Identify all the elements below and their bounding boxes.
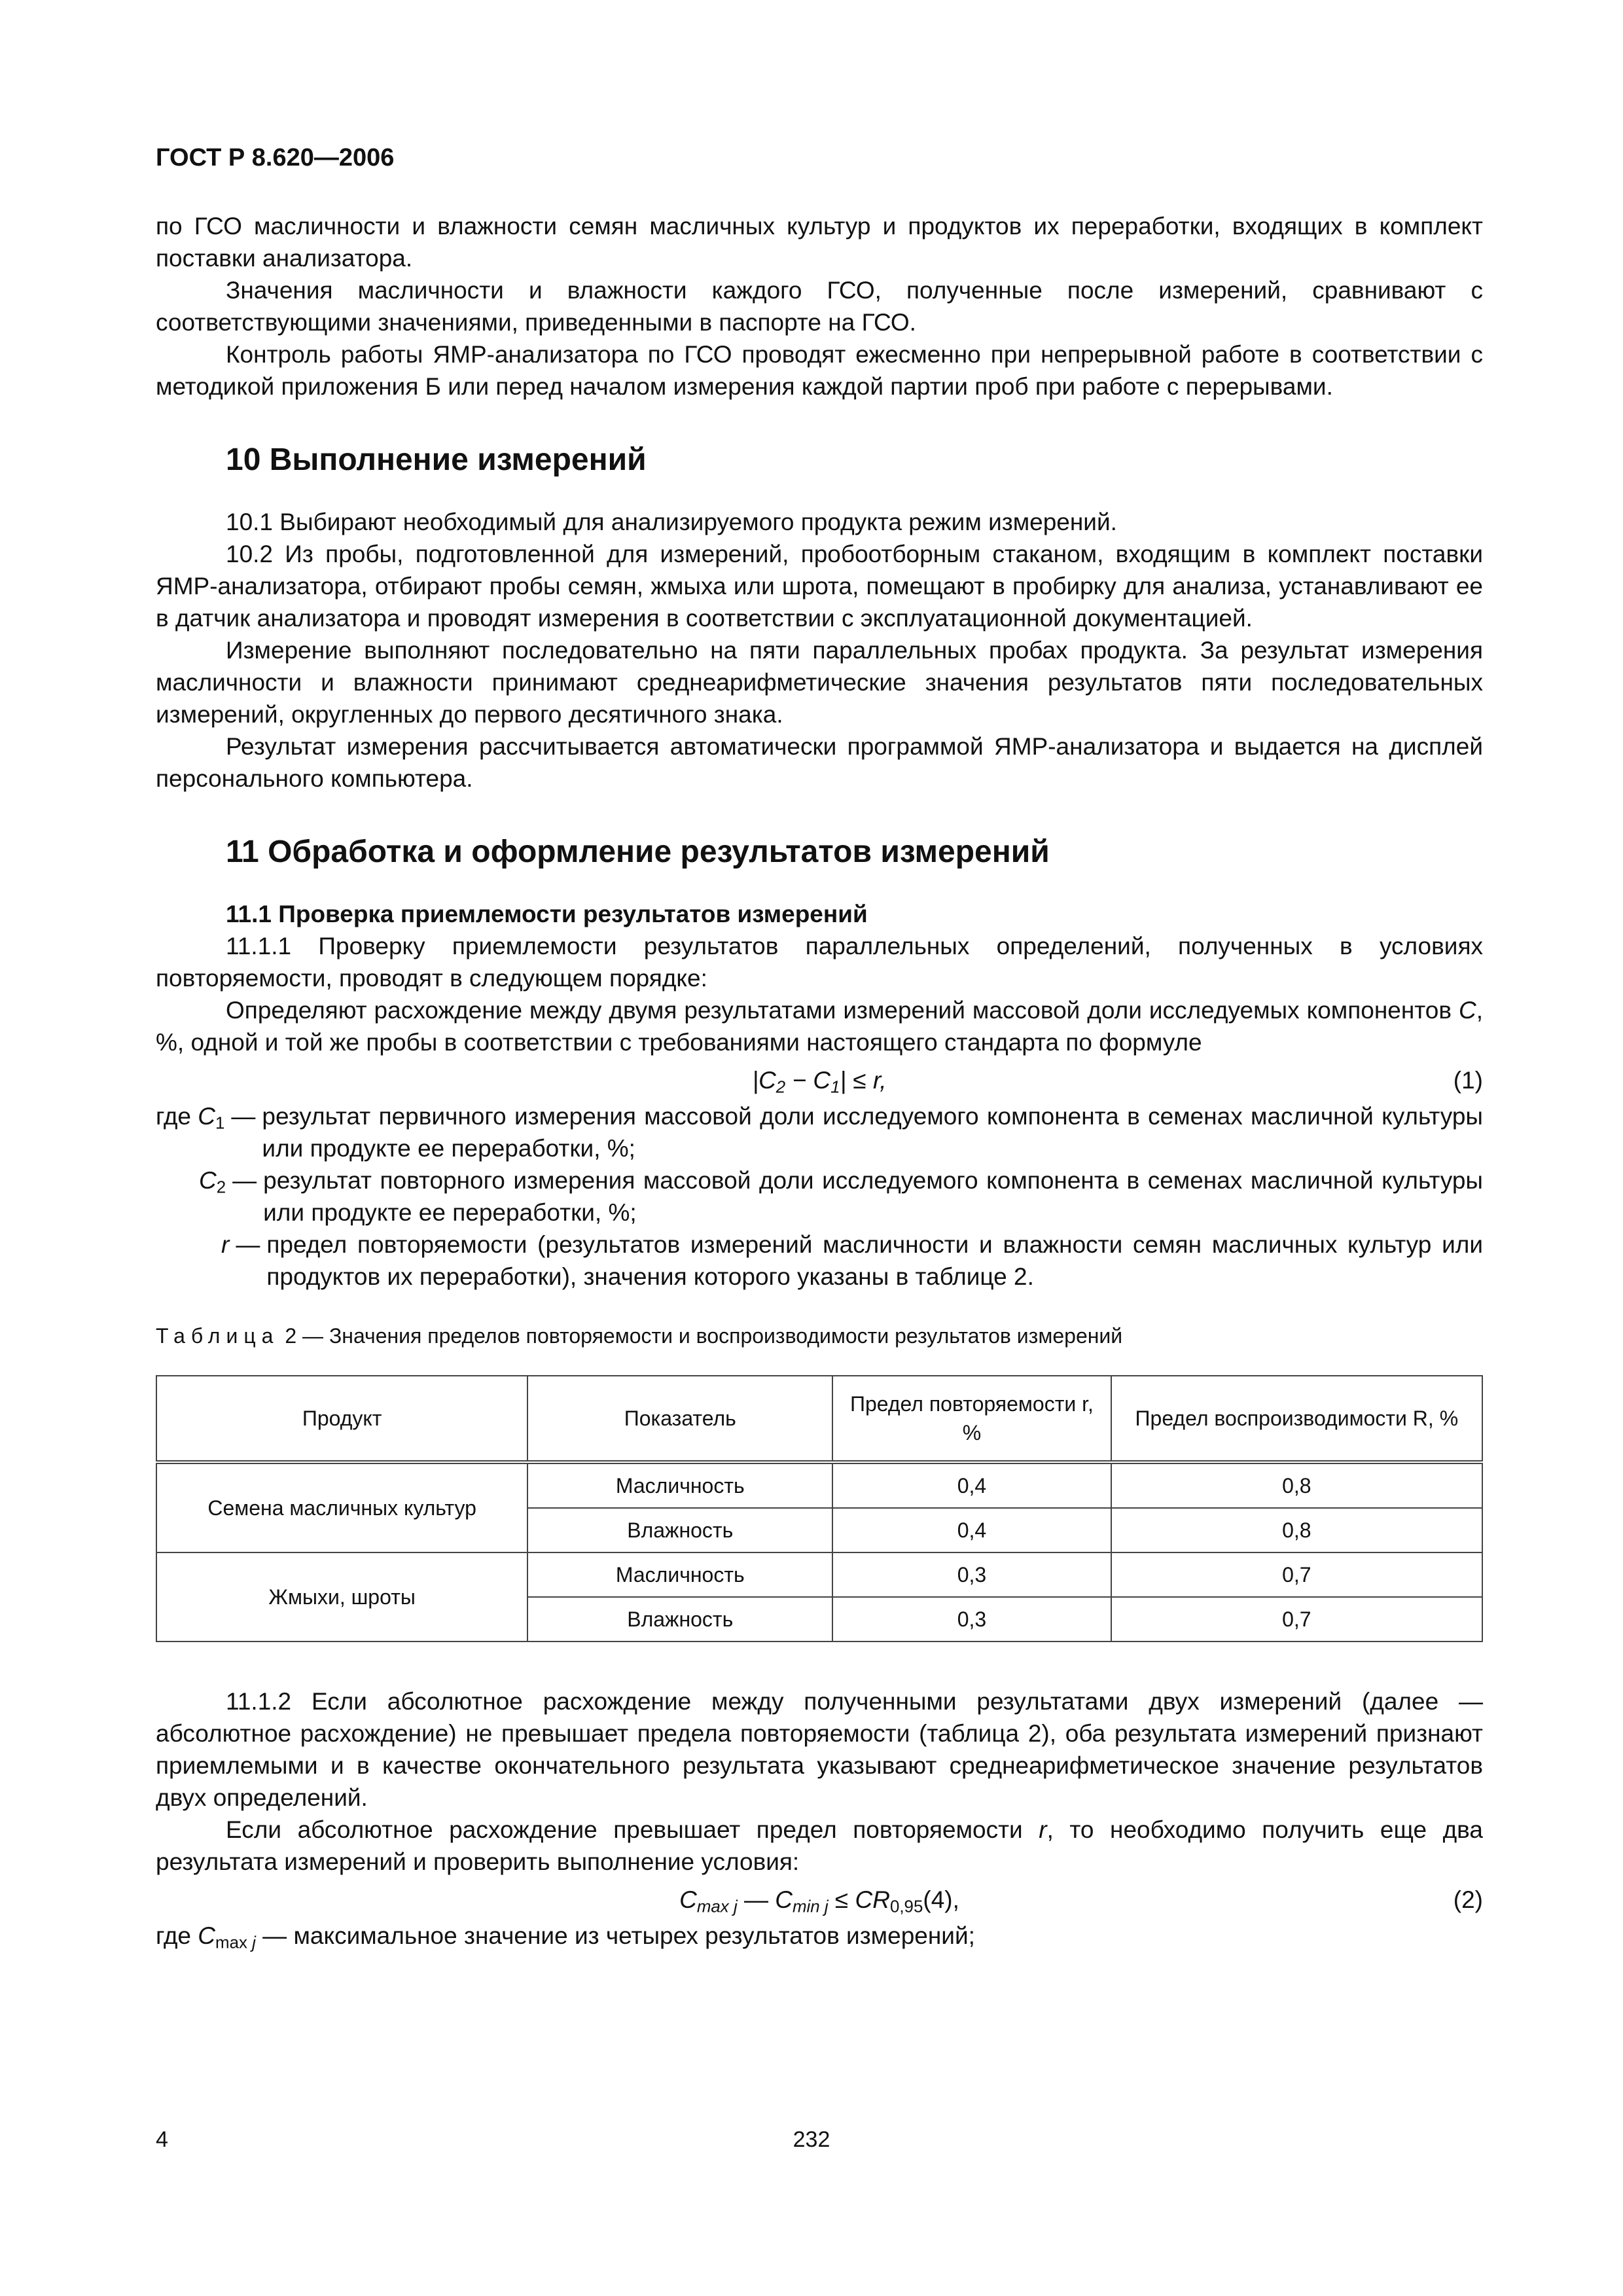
repeatability-cell: 0,3 [832, 1552, 1111, 1597]
indicator-cell: Влажность [527, 1597, 832, 1641]
formula-2-number: (2) [1453, 1886, 1483, 1913]
formula-1-expression: $|C_2 - C_1| \le r$, [752, 1067, 887, 1097]
column-header-indicator: Показатель [527, 1376, 832, 1462]
section-10-paragraph: Результат измерения рассчитывается автоматически программой ЯМР-анализатора и выдается на дисплей персонального компьютера. [156, 733, 1483, 792]
intro-paragraph: по ГСО масличности и влажности семян масличных культур и продуктов их переработки, входящих в комплект поставки анализатора. [156, 213, 1483, 272]
repeatability-table [156, 1375, 1483, 1642]
column-header-repeatability: Предел повторяемости r, % [832, 1376, 1111, 1462]
subsection-11-1-title: 11.1 Проверка приемлемости результатов измерений [226, 901, 868, 927]
repeatability-cell: 0,4 [832, 1508, 1111, 1552]
intro-paragraph: Контроль работы ЯМР-анализатора по ГСО проводят ежесменно при непрерывной работе в соответствии с методикой приложения Б или перед началом измерения каждой партии проб при работе с перерывами. [156, 341, 1483, 400]
document-page [156, 144, 1483, 1959]
formula-2 [156, 1882, 1483, 1918]
reproducibility-cell: 0,8 [1111, 1508, 1482, 1552]
indicator-cell: Масличность [527, 1552, 832, 1597]
reproducibility-cell: 0,7 [1111, 1597, 1482, 1641]
repeatability-cell: 0,4 [832, 1462, 1111, 1508]
section-11-paragraph: 11.1.1 Проверку приемлемости результатов параллельных определений, полученных в условиях повторяемости, проводят в следующем порядке: [156, 933, 1483, 992]
definition-c2: $C_2$ — результат повторного измерения массовой доли исследуемого компонента в семенах масличной культуры или продукте ее переработки, %; [199, 1167, 1483, 1226]
section-10-paragraph: Измерение выполняют последовательно на пяти параллельных пробах продукта. За результат измерения масличности и влажности принимают среднеарифметические значения результатов пяти последовательных измерений, округленных до первого десятичного знака. [156, 637, 1483, 728]
reproducibility-cell: 0,7 [1111, 1552, 1482, 1597]
formula-2-expression: $C_{max j}$ — $C_{min j} \le CR_{0,95}(4)$, [679, 1886, 959, 1916]
section-11-paragraph: 11.1.2 Если абсолютное расхождение между полученными результатами двух измерений (далее — абсолютное расхождение) не превышает предела повторяемости (таблица 2), оба результата измерений признают приемлемыми и в качестве окончательного результата указывают среднеарифметическое значение результатов двух определений. [156, 1688, 1483, 1811]
page-number-center: 232 [793, 2127, 830, 2152]
table-row [156, 1552, 1482, 1597]
section-11-paragraph: Если абсолютное расхождение превышает предел повторяемости r, то необходимо получить еще два результата измерений и проверить выполнение условия: [156, 1816, 1483, 1875]
formula-1 [156, 1062, 1483, 1099]
section-10-paragraph: 10.2 Из пробы, подготовленной для измерений, пробоотборным стаканом, входящим в комплект поставки ЯМР-анализатора, отбирают пробы семян, жмыха или шрота, помещают в пробирку для анализа, устанавливают ее в датчик анализатора и проводят измерения в соответствии с эксплуатационной документацией. [156, 541, 1483, 632]
product-cell: Семена масличных культур [156, 1462, 527, 1552]
definition-c1: где $C_1$ — результат первичного измерения массовой доли исследуемого компонента в семенах масличной культуры или продукте ее переработки, %; [156, 1103, 1483, 1162]
indicator-cell: Масличность [527, 1462, 832, 1508]
table-header-row [156, 1376, 1482, 1462]
reproducibility-cell: 0,8 [1111, 1462, 1482, 1508]
definition-r: r — предел повторяемости (результатов измерений масличности и влажности семян масличных культур или продуктов их переработки), значения которого указаны в таблице 2. [221, 1231, 1483, 1290]
product-cell: Жмыхи, шроты [156, 1552, 527, 1641]
table-row [156, 1462, 1482, 1508]
section-10-paragraph: 10.1 Выбирают необходимый для анализируемого продукта режим измерений. [226, 509, 1117, 535]
indicator-cell: Влажность [527, 1508, 832, 1552]
column-header-reproducibility: Предел воспроизводимости R, % [1111, 1376, 1482, 1462]
document-header: ГОСТ Р 8.620—2006 [156, 144, 395, 171]
page-number-left: 4 [156, 2127, 168, 2152]
intro-paragraph: Значения масличности и влажности каждого ГСО, полученные после измерений, сравнивают с соответствующими значениями, приведенными в паспорте на ГСО. [156, 277, 1483, 336]
section-11-title: 11 Обработка и оформление результатов измерений [226, 834, 1050, 869]
table-caption: Таблица 2 — Значения пределов повторяемости и воспроизводимости результатов измерений [156, 1324, 1123, 1348]
column-header-product: Продукт [156, 1376, 527, 1462]
repeatability-cell: 0,3 [832, 1597, 1111, 1641]
definition-cmax: где $C_{max j}$ — максимальное значение из четырех результатов измерений; [156, 1922, 975, 1952]
section-11-paragraph: Определяют расхождение между двумя результатами измерений массовой доли исследуемых компонентов C, %, одной и той же пробы в соответствии с требованиями настоящего стандарта по формуле [156, 997, 1483, 1056]
formula-1-number: (1) [1453, 1067, 1483, 1094]
section-10-title: 10 Выполнение измерений [226, 442, 647, 477]
variable-definitions [156, 1100, 1483, 1293]
